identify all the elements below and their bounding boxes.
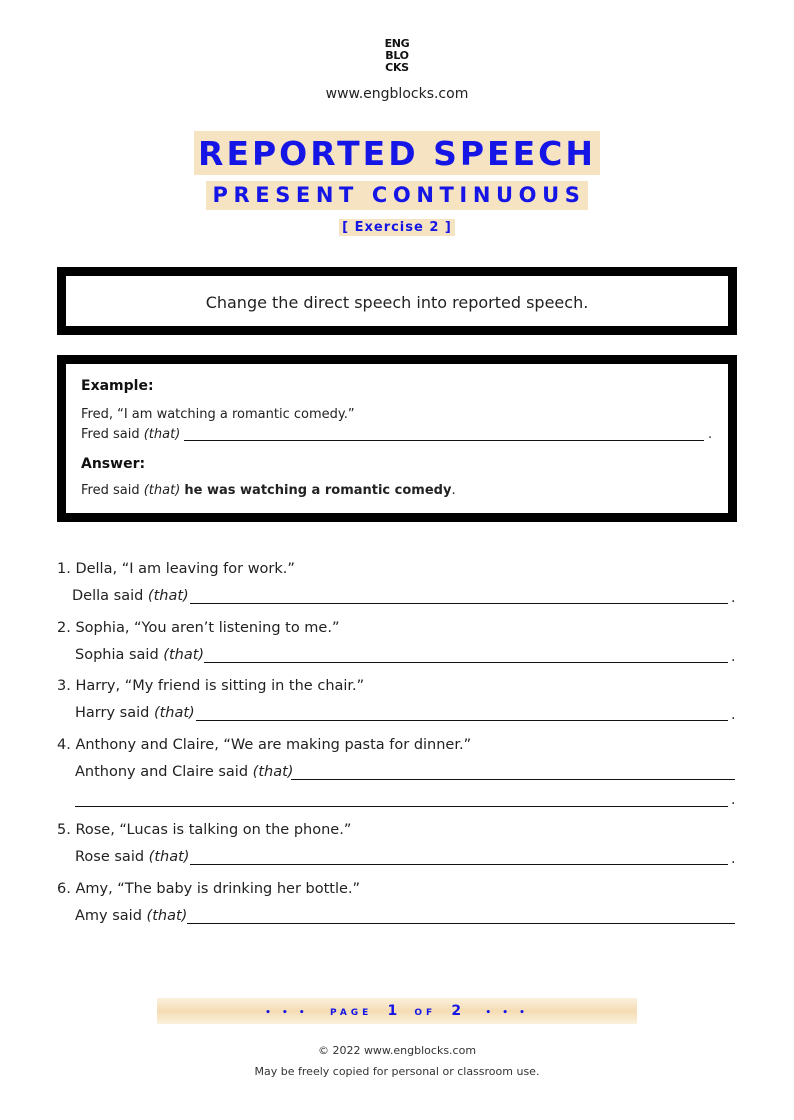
example-end: . [708, 427, 713, 442]
subtitle-wrap [0, 181, 794, 210]
question-3-answer-line[interactable] [196, 720, 728, 721]
answer-heading: Answer: [81, 456, 146, 472]
answer-row [81, 483, 456, 498]
question-2-text: 2. Sophia, “You aren’t listening to me.” [57, 620, 340, 636]
question-4-answer-line-2[interactable] [75, 806, 728, 807]
question-5-end: . [731, 851, 736, 867]
page-total: 2 [451, 1003, 464, 1019]
logo-line-3: CKS [385, 61, 409, 74]
question-3-prompt-label: Harry said [75, 705, 150, 721]
of-word: OF [414, 1008, 437, 1018]
logo-mark [385, 38, 410, 74]
example-that: (that) [143, 427, 181, 442]
question-6-text: 6. Amy, “The baby is drinking her bottle.” [57, 881, 361, 897]
question-3-that: (that) [153, 705, 195, 721]
answer-that: (that) [143, 483, 181, 498]
question-6-answer-line[interactable] [187, 923, 735, 924]
example-answer-line [184, 440, 704, 441]
answer-text: he was watching a romantic comedy [184, 483, 452, 498]
question-2-prompt-label: Sophia said [75, 647, 159, 663]
dots-left: • • • [265, 1008, 309, 1018]
dots-right: • • • [485, 1008, 529, 1018]
site-url[interactable]: www.engblocks.com [325, 86, 469, 102]
answer-end: . [451, 483, 456, 498]
question-5-prompt-label: Rose said [75, 849, 145, 865]
question-3-text: 3. Harry, “My friend is sitting in the chair.” [57, 678, 365, 694]
question-6-prompt [75, 908, 187, 924]
question-6-that: (that) [146, 908, 188, 924]
logo [0, 38, 794, 75]
copyright: © 2022 www.engblocks.com [317, 1044, 477, 1057]
page-word: PAGE [330, 1008, 373, 1018]
question-1-prompt-label: Della said [72, 588, 144, 604]
question-2-end: . [731, 649, 736, 665]
logo-line-1: ENG [384, 37, 410, 50]
instruction-box [57, 267, 737, 335]
question-5-answer-line[interactable] [190, 864, 728, 865]
example-heading: Example: [81, 378, 154, 394]
exercise-label: [ Exercise 2 ] [339, 219, 455, 236]
question-1-prompt [72, 588, 189, 604]
question-2-answer-line[interactable] [204, 662, 728, 663]
question-2-that: (that) [163, 647, 205, 663]
example-sentence: Fred, “I am watching a romantic comedy.” [81, 407, 355, 422]
question-4-prompt [75, 764, 293, 780]
example-prompt-row [81, 427, 180, 442]
question-4-prompt-label: Anthony and Claire said [75, 764, 249, 780]
page-indicator-text [157, 1003, 637, 1019]
page-subtitle: PRESENT CONTINUOUS [206, 181, 587, 210]
page-number: 1 [387, 1003, 400, 1019]
question-4-answer-line-1[interactable] [291, 779, 735, 780]
example-prompt: Fred said [81, 427, 140, 442]
page-indicator [157, 998, 637, 1024]
question-2-prompt [75, 647, 204, 663]
question-4-that: (that) [252, 764, 294, 780]
title-wrap [0, 131, 794, 175]
question-3-prompt [75, 705, 195, 721]
question-5-prompt [75, 849, 189, 865]
question-3-end: . [731, 707, 736, 723]
license-note: May be freely copied for personal or classroom use. [254, 1065, 540, 1078]
example-box [57, 355, 737, 522]
question-5-that: (that) [148, 849, 190, 865]
question-1-text: 1. Della, “I am leaving for work.” [57, 561, 295, 577]
question-5-text: 5. Rose, “Lucas is talking on the phone.” [57, 822, 352, 838]
question-4-text: 4. Anthony and Claire, “We are making pasta for dinner.” [57, 737, 472, 753]
page-title: REPORTED SPEECH [194, 131, 600, 175]
exercise-wrap [0, 216, 794, 236]
question-1-end: . [731, 590, 736, 606]
instruction-text: Change the direct speech into reported speech. [205, 293, 589, 312]
question-1-that: (that) [147, 588, 189, 604]
question-4-end: . [731, 792, 736, 808]
question-1-answer-line[interactable] [190, 603, 728, 604]
question-6-prompt-label: Amy said [75, 908, 142, 924]
answer-prompt: Fred said [81, 483, 140, 498]
logo-line-2: BLO [385, 49, 409, 62]
